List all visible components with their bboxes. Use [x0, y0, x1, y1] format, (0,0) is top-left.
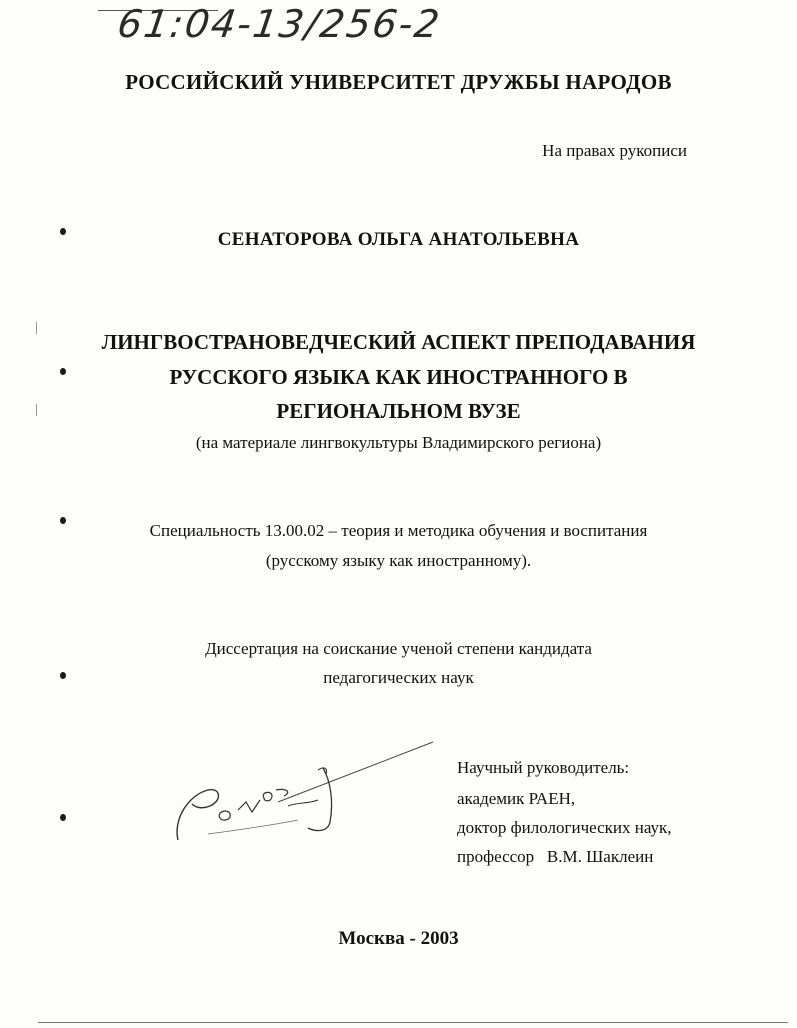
- degree-line-2: педагогических наук: [323, 668, 474, 687]
- scan-edge-line: [38, 1022, 788, 1023]
- handwritten-catalog-number: 61:04-13/256-2: [114, 2, 444, 46]
- handwritten-signature: [168, 740, 448, 850]
- author-name: СЕНАТОРОВА ОЛЬГА АНАТОЛЬЕВНА: [217, 229, 580, 250]
- supervisor-title-2: доктор филологических наук,: [457, 818, 672, 837]
- supervisor-title-1: академик РАЕН,: [457, 789, 576, 808]
- university-name: РОССИЙСКИЙ УНИВЕРСИТЕТ ДРУЖБЫ НАРОДОВ: [125, 70, 672, 94]
- specialty-line-2: (русскому языку как иностранному).: [265, 551, 532, 570]
- thesis-title-line-3: РЕГИОНАЛЬНОМ ВУЗЕ: [276, 399, 521, 423]
- supervisor-name: профессор В.М. Шаклеин: [457, 847, 654, 866]
- thesis-title-line-2: РУССКОГО ЯЗЫКА КАК ИНОСТРАННОГО В: [169, 365, 628, 389]
- binding-hole-mark: [60, 517, 66, 524]
- degree-line-1: Диссертация на соискание ученой степени кандидата: [205, 639, 592, 658]
- binding-tick-mark: [36, 404, 37, 416]
- thesis-subtitle: (на материале лингвокультуры Владимирского региона): [195, 433, 602, 452]
- binding-hole-mark: [60, 228, 66, 235]
- binding-hole-mark: [60, 368, 66, 375]
- city-and-year: Москва - 2003: [338, 928, 459, 949]
- thesis-title-line-1: ЛИНГВОСТРАНОВЕДЧЕСКИЙ АСПЕКТ ПРЕПОДАВАНИЯ: [101, 330, 696, 354]
- binding-tick-mark: [36, 322, 37, 334]
- supervisor-role: Научный руководитель:: [457, 758, 630, 777]
- binding-hole-mark: [60, 672, 66, 679]
- binding-hole-mark: [60, 814, 66, 821]
- specialty-line-1: Специальность 13.00.02 – теория и методика обучения и воспитания: [149, 521, 648, 540]
- manuscript-rights-note: На правах рукописи: [542, 141, 687, 160]
